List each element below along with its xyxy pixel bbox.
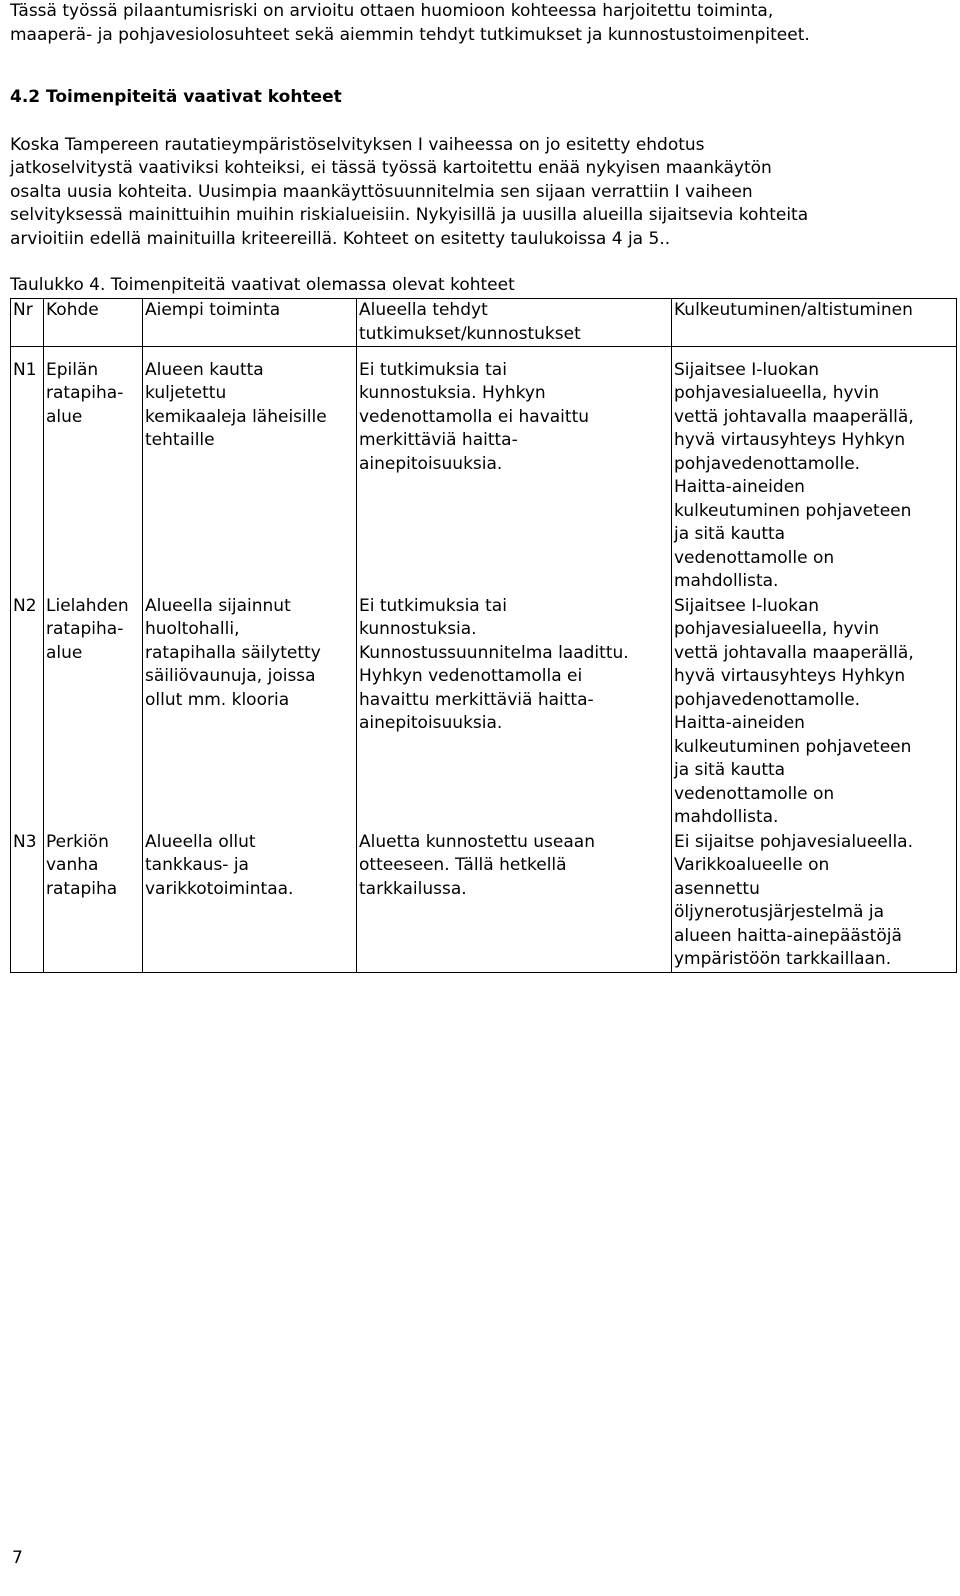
body-paragraph bbox=[10, 134, 945, 252]
cell-text: ratapiha- bbox=[46, 619, 124, 639]
header-text: Kohde bbox=[46, 300, 99, 320]
cell-text: ympäristöön tarkkaillaan. bbox=[674, 949, 892, 969]
cell-text: Epilän bbox=[46, 359, 99, 380]
paragraph-line: selvityksessä mainittuihin muihin riskialueisiin. Nykyisillä ja uusilla alueilla sijaitsevia kohteita bbox=[10, 205, 809, 225]
header-tutkimukset bbox=[357, 299, 672, 347]
cell-text: vedenottamolle on bbox=[674, 547, 835, 568]
cell-text: vanha bbox=[46, 855, 99, 875]
intro-line: maaperä- ja pohjavesiolosuhteet sekä aiemmin tehdyt tutkimukset ja kunnostustoimenpiteet. bbox=[10, 24, 810, 45]
cell-text: pohjavesialueella, hyvin bbox=[674, 619, 880, 639]
cell-text: Haitta-aineiden bbox=[674, 713, 805, 733]
sites-table bbox=[10, 298, 957, 973]
cell-nr bbox=[11, 359, 44, 595]
intro-paragraph bbox=[10, 0, 945, 47]
cell-text: Haitta-aineiden bbox=[674, 477, 805, 497]
header-text: Alueella tehdyt bbox=[359, 300, 488, 320]
cell-kohde bbox=[44, 595, 143, 831]
cell-text: pohjavedenottamolle. bbox=[674, 689, 861, 710]
cell-text: ratapiha bbox=[46, 878, 118, 899]
cell-kohde bbox=[44, 831, 143, 973]
cell-text: Kunnostussuunnitelma laadittu. bbox=[359, 642, 629, 663]
cell-text: huoltohalli, bbox=[145, 619, 240, 639]
cell-text: Alueen kautta bbox=[145, 359, 264, 380]
paragraph-line: arvioitiin edellä mainituilla kriteereillä. Kohteet on esitetty taulukoissa 4 ja 5.. bbox=[10, 228, 671, 249]
cell-text: ollut mm. klooria bbox=[145, 689, 290, 710]
cell-text: Perkiön bbox=[46, 831, 109, 852]
cell-aiempi-toiminta bbox=[143, 595, 357, 831]
cell-text: säiliövaunuja, joissa bbox=[145, 666, 316, 686]
cell-text: hyvä virtausyhteys Hyhkyn bbox=[674, 430, 906, 450]
cell-text: kulkeutuminen pohjaveteen bbox=[674, 736, 912, 757]
table-caption: Taulukko 4. Toimenpiteitä vaativat olemassa olevat kohteet bbox=[10, 275, 515, 295]
cell-text: vedenottamolle on bbox=[674, 783, 835, 804]
cell-text: mahdollista. bbox=[674, 807, 779, 827]
cell-text: N3 bbox=[13, 831, 37, 852]
cell-text: hyvä virtausyhteys Hyhkyn bbox=[674, 666, 906, 686]
cell-text: alueen haitta-ainepäästöjä bbox=[674, 925, 902, 946]
cell-kulkeutuminen bbox=[672, 359, 957, 595]
cell-kohde bbox=[44, 359, 143, 595]
cell-text: asennettu bbox=[674, 878, 760, 899]
cell-aiempi-toiminta bbox=[143, 831, 357, 973]
cell-text: kunnostuksia. Hyhkyn bbox=[359, 383, 546, 403]
header-nr bbox=[11, 299, 44, 347]
cell-text: mahdollista. bbox=[674, 571, 779, 591]
intro-line: Tässä työssä pilaantumisriski on arvioitu ottaen huomioon kohteessa harjoitettu toiminta, bbox=[10, 1, 774, 21]
cell-text: Lielahden bbox=[46, 595, 129, 616]
cell-text: kulkeutuminen pohjaveteen bbox=[674, 500, 912, 521]
cell-text: kemikaaleja läheisille bbox=[145, 406, 327, 427]
cell-text: havaittu merkittäviä haitta- bbox=[359, 689, 594, 710]
cell-text: kuljetettu bbox=[145, 383, 227, 403]
cell-text: pohjavesialueella, hyvin bbox=[674, 383, 880, 403]
cell-text: ainepitoisuuksia. bbox=[359, 713, 503, 733]
cell-text: tankkaus- ja bbox=[145, 855, 249, 875]
cell-text: Aluetta kunnostettu useaan bbox=[359, 831, 595, 852]
section-heading: 4.2 Toimenpiteitä vaativat kohteet bbox=[10, 87, 342, 107]
header-text: Kulkeutuminen/altistuminen bbox=[674, 300, 913, 320]
cell-text: vedenottamolla ei havaittu bbox=[359, 406, 590, 427]
header-text: Nr bbox=[13, 300, 33, 320]
cell-text: Ei sijaitse pohjavesialueella. bbox=[674, 831, 914, 852]
cell-text: Hyhkyn vedenottamolla ei bbox=[359, 666, 583, 686]
header-aiempi-toiminta bbox=[143, 299, 357, 347]
table-row bbox=[11, 359, 957, 595]
header-kohde bbox=[44, 299, 143, 347]
cell-nr bbox=[11, 831, 44, 973]
page-number: 7 bbox=[12, 1548, 23, 1568]
cell-text: Varikkoalueelle on bbox=[674, 855, 830, 875]
cell-text: tehtaille bbox=[145, 430, 215, 450]
cell-tutkimukset bbox=[357, 831, 672, 973]
table-spacer-row bbox=[11, 347, 957, 359]
cell-text: pohjavedenottamolle. bbox=[674, 453, 861, 474]
cell-text: alue bbox=[46, 642, 83, 663]
header-text: Aiempi toiminta bbox=[145, 300, 281, 320]
paragraph-line: jatkoselvitystä vaativiksi kohteiksi, ei tässä työssä kartoitettu enää nykyisen maankäytön bbox=[10, 158, 772, 178]
header-text: tutkimukset/kunnostukset bbox=[359, 323, 581, 344]
cell-text: Alueella sijainnut bbox=[145, 595, 291, 616]
cell-tutkimukset bbox=[357, 595, 672, 831]
cell-kulkeutuminen bbox=[672, 595, 957, 831]
document-page bbox=[10, 0, 945, 973]
cell-text: ratapihalla säilytetty bbox=[145, 642, 321, 663]
cell-text: Ei tutkimuksia tai bbox=[359, 359, 507, 380]
cell-text: ainepitoisuuksia. bbox=[359, 453, 503, 474]
table-row bbox=[11, 595, 957, 831]
cell-text: Ei tutkimuksia tai bbox=[359, 595, 507, 616]
cell-text: ratapiha- bbox=[46, 383, 124, 403]
cell-text: kunnostuksia. bbox=[359, 619, 477, 639]
cell-text: otteeseen. Tällä hetkellä bbox=[359, 855, 567, 875]
cell-text: N1 bbox=[13, 359, 37, 380]
cell-text: vettä johtavalla maaperällä, bbox=[674, 642, 914, 663]
cell-text: alue bbox=[46, 406, 83, 427]
cell-text: Alueella ollut bbox=[145, 831, 256, 852]
paragraph-line: osalta uusia kohteita. Uusimpia maankäyttösuunnitelmia sen sijaan verrattiin I vaiheen bbox=[10, 181, 753, 202]
cell-text: tarkkailussa. bbox=[359, 878, 467, 899]
cell-kulkeutuminen bbox=[672, 831, 957, 973]
cell-text: N2 bbox=[13, 595, 37, 616]
cell-text: vettä johtavalla maaperällä, bbox=[674, 406, 914, 427]
cell-text: ja sitä kautta bbox=[674, 524, 786, 544]
cell-text: varikkotoimintaa. bbox=[145, 878, 294, 899]
cell-text: Sijaitsee I-luokan bbox=[674, 359, 820, 380]
cell-text: ja sitä kautta bbox=[674, 760, 786, 780]
paragraph-line: Koska Tampereen rautatieympäristöselvityksen I vaiheessa on jo esitetty ehdotus bbox=[10, 134, 705, 155]
cell-text: merkittäviä haitta- bbox=[359, 430, 518, 450]
table-header-row bbox=[11, 299, 957, 347]
cell-tutkimukset bbox=[357, 359, 672, 595]
cell-text: öljynerotusjärjestelmä ja bbox=[674, 902, 884, 922]
table-row bbox=[11, 831, 957, 973]
cell-nr bbox=[11, 595, 44, 831]
header-kulkeutuminen bbox=[672, 299, 957, 347]
cell-aiempi-toiminta bbox=[143, 359, 357, 595]
cell-text: Sijaitsee I-luokan bbox=[674, 595, 820, 616]
